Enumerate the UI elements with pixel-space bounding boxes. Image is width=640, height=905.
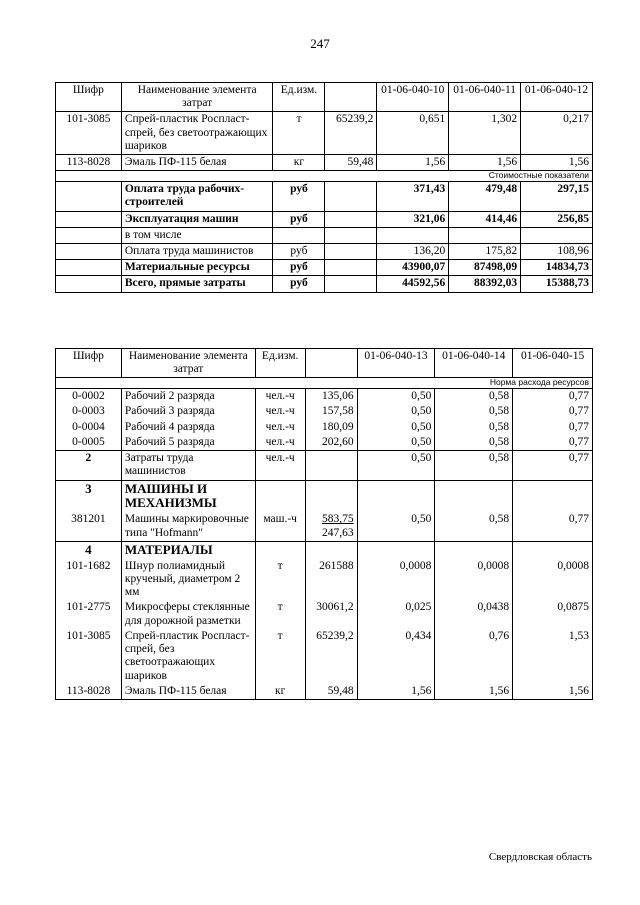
row-price: 135,06 (305, 389, 357, 405)
row-unit: кг (255, 684, 305, 700)
cost-indicators-label: Стоимостные показатели (56, 171, 593, 182)
row-code: 0-0003 (56, 404, 122, 419)
cost-unit: руб (273, 182, 325, 211)
cost-name: Материальные ресурсы (121, 260, 273, 276)
header-price (305, 349, 357, 378)
cost-unit: руб (273, 260, 325, 276)
cost-value: 371,43 (377, 182, 449, 211)
cost-value: 15388,73 (521, 276, 593, 292)
row-code: 0-0002 (56, 389, 122, 405)
section-title: МАШИНЫ И МЕХАНИЗМЫ (121, 480, 255, 512)
cost-value: 297,15 (521, 182, 593, 211)
cost-name: в том числе (121, 227, 273, 243)
section-code: 3 (56, 480, 122, 512)
row-unit: чел.-ч (255, 435, 305, 451)
table-row (56, 435, 593, 451)
row-price: 157,58 (305, 404, 357, 419)
header-col-14: 01-06-040-14 (435, 349, 513, 378)
row-code: 0-0005 (56, 435, 122, 451)
row-price: 202,60 (305, 435, 357, 451)
row-code: 101-3085 (56, 629, 122, 684)
table-row (56, 684, 593, 700)
row-value: 0,0438 (435, 600, 513, 628)
row-value: 1,302 (449, 112, 521, 155)
row-value: 0,77 (513, 404, 593, 419)
section-label-row (56, 378, 593, 389)
row-value: 1,56 (435, 684, 513, 700)
row-unit: чел.-ч (255, 404, 305, 419)
row-name: Спрей-пластик Роспласт-спрей, без светоотражающих шариков (121, 629, 255, 684)
row-value: 0,58 (435, 420, 513, 435)
table-header-row (56, 349, 593, 378)
cost-value: 87498,09 (449, 260, 521, 276)
header-col-13: 01-06-040-13 (357, 349, 435, 378)
machines-section-row (56, 480, 593, 512)
header-col-15: 01-06-040-15 (513, 349, 593, 378)
header-col-11: 01-06-040-11 (449, 83, 521, 112)
row-unit: т (255, 600, 305, 628)
cost-name: Эксплуатация машин (121, 211, 273, 227)
header-price (325, 83, 377, 112)
row-value: 0,58 (435, 389, 513, 405)
cost-value: 175,82 (449, 243, 521, 259)
cost-value: 14834,73 (521, 260, 593, 276)
cost-row (56, 260, 593, 276)
header-col-12: 01-06-040-12 (521, 83, 593, 112)
header-name: Наименование элемента затрат (121, 349, 255, 378)
row-value: 0,58 (435, 404, 513, 419)
cost-value: 414,46 (449, 211, 521, 227)
row-name: Машины маркировочные типа "Hofmann" (121, 512, 255, 541)
row-code: 113-8028 (56, 155, 122, 171)
row-value: 0,217 (521, 112, 593, 155)
row-value: 0,0008 (435, 559, 513, 601)
row-value: 0,76 (435, 629, 513, 684)
row-value: 1,56 (377, 155, 449, 171)
page-number: 247 (310, 36, 330, 51)
table-row (56, 600, 593, 628)
row-name: Микросферы стеклянные для дорожной разметки (121, 600, 255, 628)
row-value: 0,0875 (513, 600, 593, 628)
row-code: 2 (56, 451, 122, 480)
row-unit: чел.-ч (255, 420, 305, 435)
table-row (56, 629, 593, 684)
row-code: 113-8028 (56, 684, 122, 700)
row-code: 0-0004 (56, 420, 122, 435)
cost-value: 136,20 (377, 243, 449, 259)
cost-row (56, 227, 593, 243)
row-value: 0,77 (513, 435, 593, 451)
section-label-row (56, 171, 593, 182)
cost-name: Оплата труда машинистов (121, 243, 273, 259)
row-value: 0,77 (513, 420, 593, 435)
section-title: МАТЕРИАЛЫ (121, 541, 255, 558)
cost-row (56, 276, 593, 292)
row-value: 0,50 (357, 404, 435, 419)
header-unit: Ед.изм. (273, 83, 325, 112)
row-value: 0,50 (357, 420, 435, 435)
row-code: 101-2775 (56, 600, 122, 628)
row-price: 65239,2 (305, 629, 357, 684)
row-value: 0,50 (357, 512, 435, 541)
header-code: Шифр (56, 349, 122, 378)
header-col-10: 01-06-040-10 (377, 83, 449, 112)
resource-table-1 (55, 82, 593, 293)
row-code: 101-3085 (56, 112, 122, 155)
table-row (56, 451, 593, 480)
row-name: Рабочий 2 разряда (121, 389, 255, 405)
row-name: Рабочий 5 разряда (121, 435, 255, 451)
row-value: 1,56 (521, 155, 593, 171)
row-name: Шнур полиамидный крученый, диаметром 2 мм (121, 559, 255, 601)
cost-unit: руб (273, 276, 325, 292)
row-price (305, 451, 357, 480)
row-unit: чел.-ч (255, 389, 305, 405)
cost-value: 321,06 (377, 211, 449, 227)
row-value: 1,56 (449, 155, 521, 171)
cost-value: 88392,03 (449, 276, 521, 292)
table-row (56, 404, 593, 419)
row-price: 30061,2 (305, 600, 357, 628)
price-top: 583,75 (321, 513, 354, 526)
row-value: 0,50 (357, 389, 435, 405)
table-row (56, 389, 593, 405)
row-value: 0,50 (357, 451, 435, 480)
table-row (56, 512, 593, 541)
resource-table-2 (55, 348, 593, 700)
row-name: Рабочий 4 разряда (121, 420, 255, 435)
section-code: 4 (56, 541, 122, 558)
table-row (56, 155, 593, 171)
row-value: 1,53 (513, 629, 593, 684)
row-name: Эмаль ПФ-115 белая (121, 684, 255, 700)
row-code: 101-1682 (56, 559, 122, 601)
row-name: Рабочий 3 разряда (121, 404, 255, 419)
row-price: 59,48 (305, 684, 357, 700)
cost-name: Оплата труда рабочих-строителей (121, 182, 273, 211)
cost-value: 108,96 (521, 243, 593, 259)
row-price: 59,48 (325, 155, 377, 171)
resource-norm-label: Норма расхода ресурсов (56, 378, 593, 389)
cost-value: 479,48 (449, 182, 521, 211)
row-value: 0,50 (357, 435, 435, 451)
row-name: Эмаль ПФ-115 белая (121, 155, 273, 171)
row-value: 0,77 (513, 451, 593, 480)
row-price: 65239,2 (325, 112, 377, 155)
table-row (56, 112, 593, 155)
cost-unit: руб (273, 211, 325, 227)
row-value: 0,77 (513, 512, 593, 541)
row-value: 0,0008 (357, 559, 435, 601)
row-unit: чел.-ч (255, 451, 305, 480)
row-name: Затраты труда машинистов (121, 451, 255, 480)
row-value: 0,651 (377, 112, 449, 155)
row-value: 1,56 (357, 684, 435, 700)
row-unit: кг (273, 155, 325, 171)
header-code: Шифр (56, 83, 122, 112)
cost-unit: руб (273, 243, 325, 259)
cost-name: Всего, прямые затраты (121, 276, 273, 292)
row-value: 0,434 (357, 629, 435, 684)
header-unit: Ед.изм. (255, 349, 305, 378)
cost-row (56, 243, 593, 259)
table-row (56, 420, 593, 435)
cost-value: 44592,56 (377, 276, 449, 292)
cost-value: 256,85 (521, 211, 593, 227)
cost-row (56, 211, 593, 227)
price-bottom: 247,63 (321, 526, 354, 539)
row-unit: т (255, 559, 305, 601)
row-value: 0,0008 (513, 559, 593, 601)
row-code: 381201 (56, 512, 122, 541)
row-price (305, 512, 357, 541)
table-row (56, 559, 593, 601)
row-unit: т (273, 112, 325, 155)
row-value: 0,58 (435, 435, 513, 451)
cost-value: 43900,07 (377, 260, 449, 276)
row-value: 0,77 (513, 389, 593, 405)
row-value: 0,58 (435, 451, 513, 480)
row-unit: маш.-ч (255, 512, 305, 541)
row-value: 0,025 (357, 600, 435, 628)
row-value: 1,56 (513, 684, 593, 700)
table-header-row (56, 83, 593, 112)
row-name: Спрей-пластик Роспласт-спрей, без светоотражающих шариков (121, 112, 273, 155)
row-price: 180,09 (305, 420, 357, 435)
header-name: Наименование элемента затрат (121, 83, 273, 112)
row-price: 261588 (305, 559, 357, 601)
region-footer: Свердловская область (488, 851, 592, 863)
row-unit: т (255, 629, 305, 684)
materials-section-row (56, 541, 593, 558)
row-value: 0,58 (435, 512, 513, 541)
cost-row (56, 182, 593, 211)
